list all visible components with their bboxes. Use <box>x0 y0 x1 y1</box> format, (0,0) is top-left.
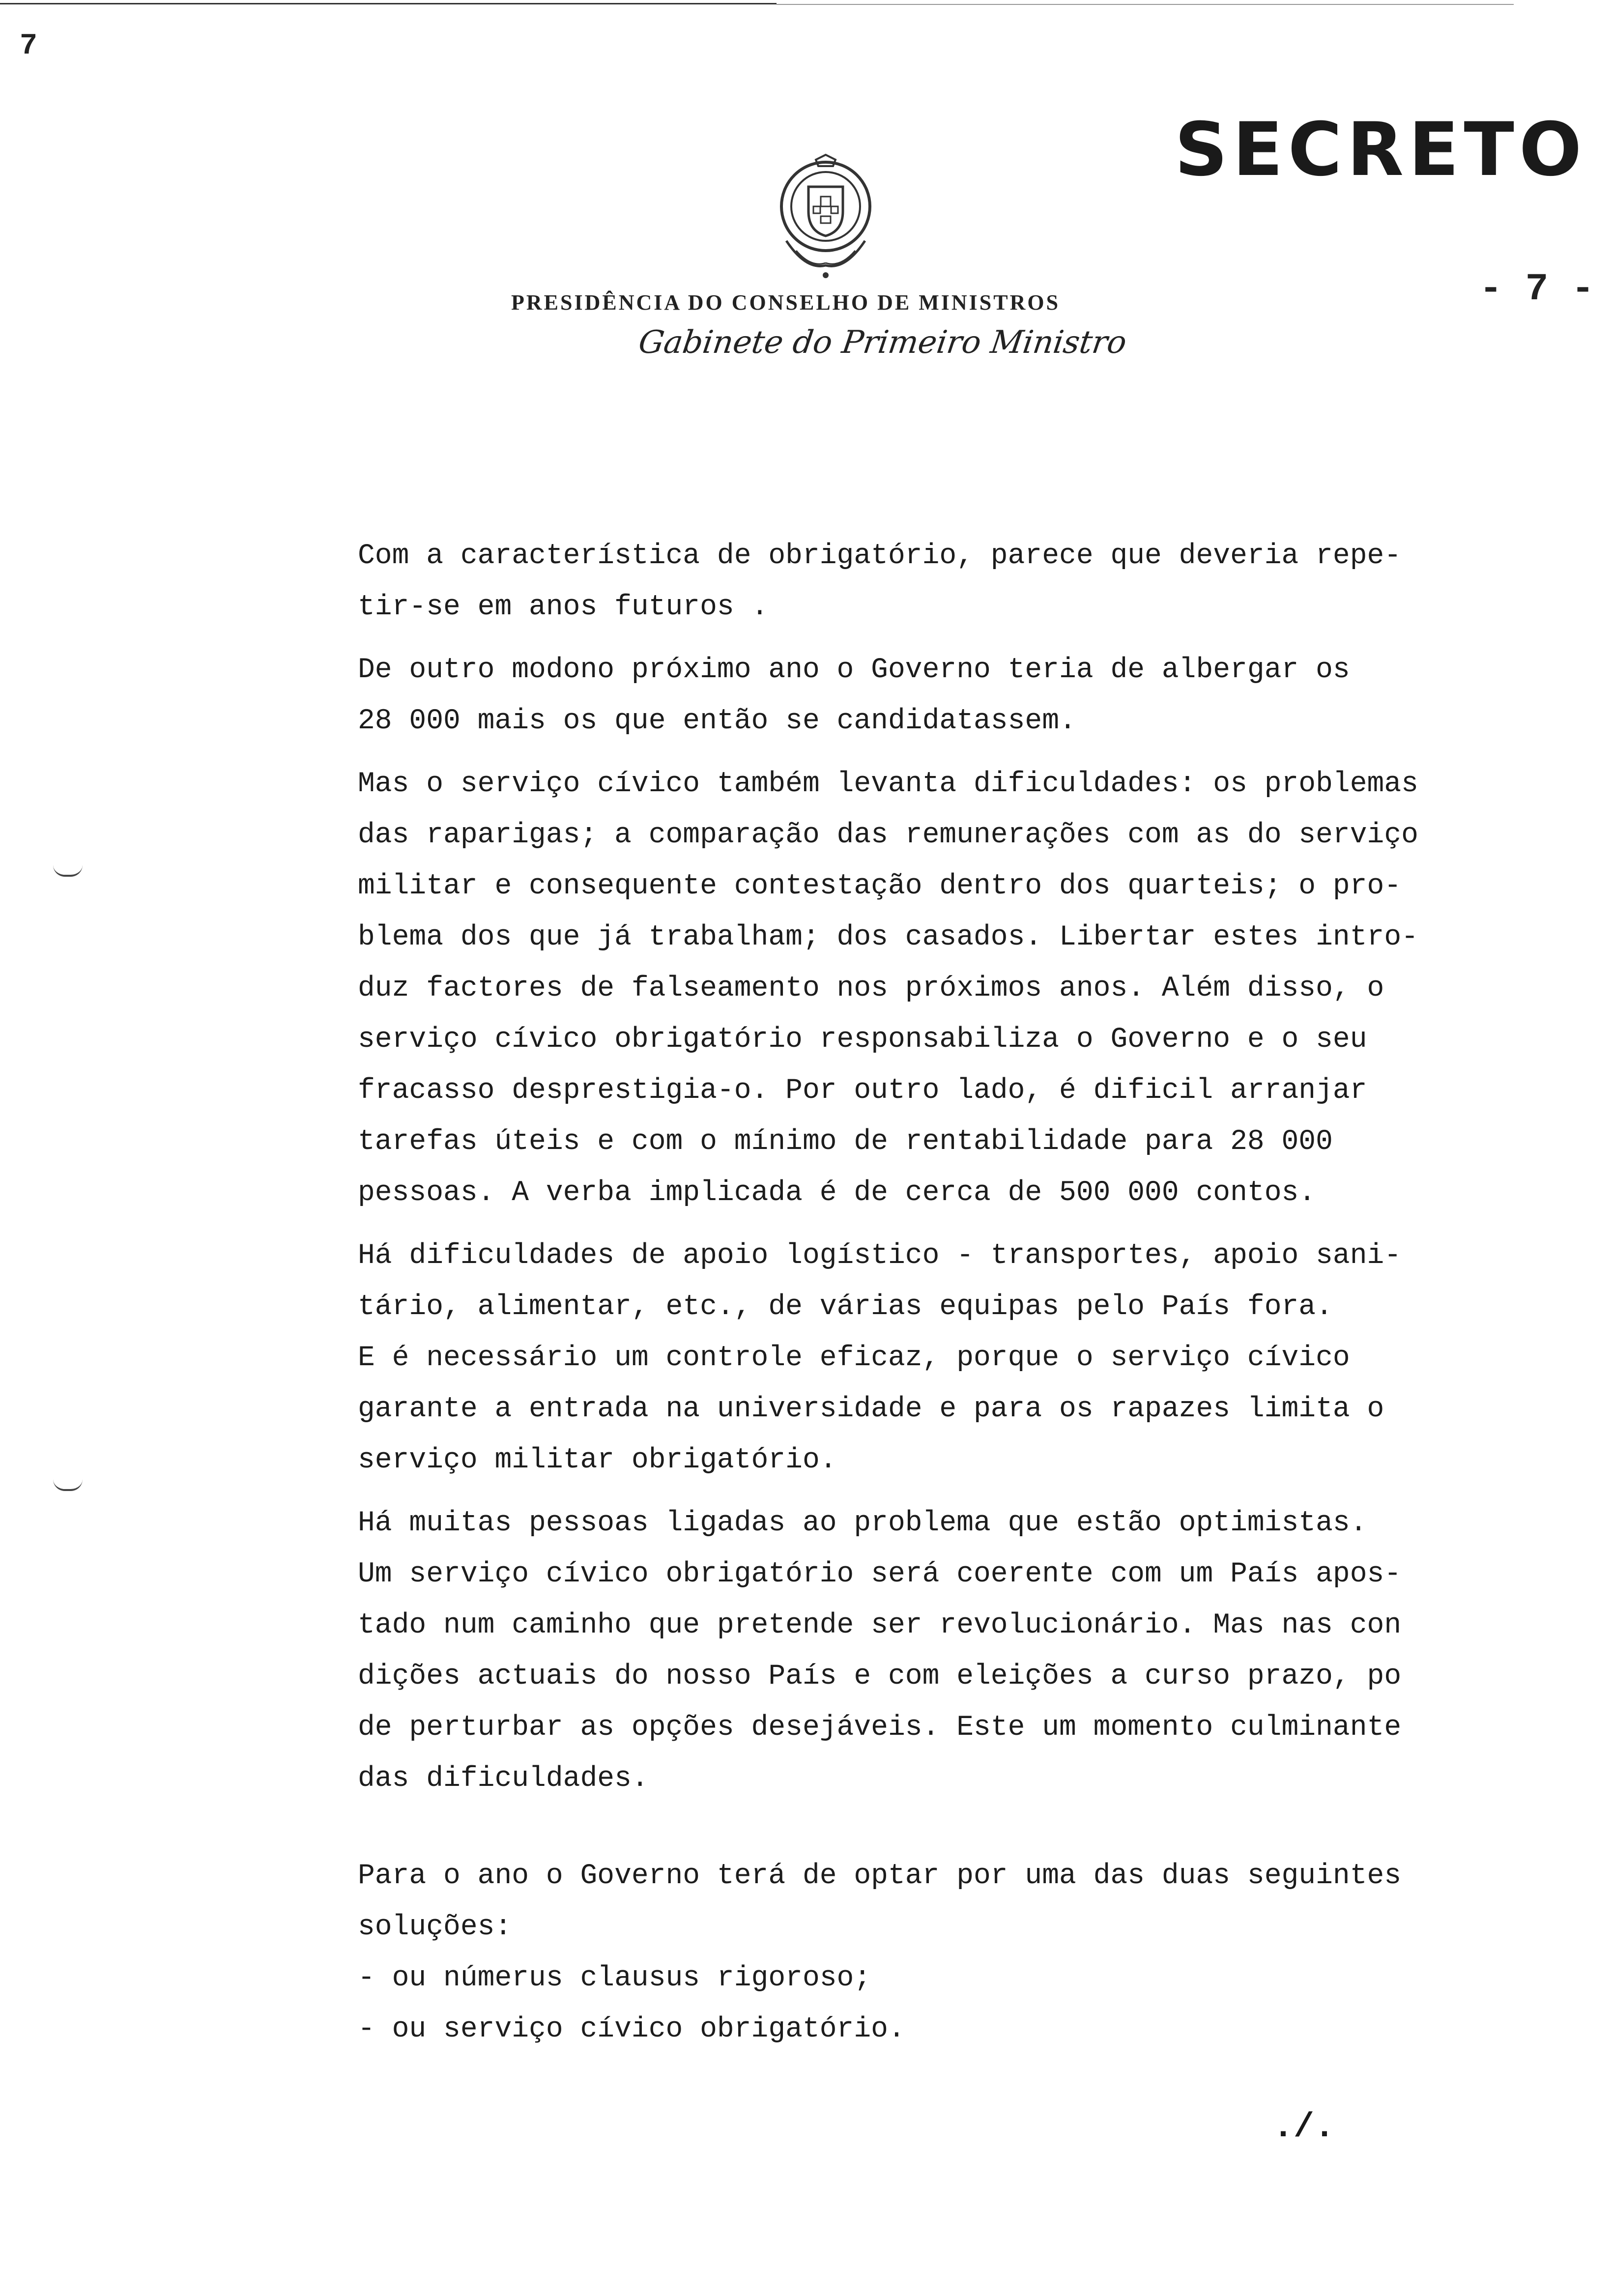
text-line: serviço militar obrigatório. <box>358 1444 837 1476</box>
margin-mark <box>53 865 83 877</box>
text-line: serviço cívico obrigatório responsabiliza o Governo e o seu <box>358 1024 1367 1056</box>
text-line: tário, alimentar, etc., de várias equipas pelo País fora. <box>358 1291 1333 1323</box>
text-line: Um serviço cívico obrigatório será coerente com um País apos- <box>358 1558 1402 1590</box>
page-number: - 7 - <box>1479 268 1595 311</box>
coat-of-arms-emblem <box>767 152 885 285</box>
text-line: de perturbar as opções desejáveis. Este um momento culminante <box>358 1712 1402 1744</box>
classification-stamp: SECRETO <box>1175 107 1587 193</box>
text-line: fracasso desprestigia-o. Por outro lado, é dificil arranjar <box>358 1075 1367 1107</box>
text-line: - ou serviço cívico obrigatório. <box>358 2013 905 2045</box>
text-line: 28 000 mais os que então se candidatassem. <box>358 705 1076 737</box>
text-line: pessoas. A verba implicada é de cerca de 500 000 contos. <box>358 1177 1316 1209</box>
continuation-mark: ./. <box>1273 2108 1335 2147</box>
paragraph-spacer <box>358 1816 1488 1851</box>
text-line: das dificuldades. <box>358 1763 649 1795</box>
text-line: Mas o serviço cívico também levanta dificuldades: os problemas <box>358 768 1418 800</box>
text-line: Há muitas pessoas ligadas ao problema que estão optimistas. <box>358 1507 1367 1539</box>
text-line: tir-se em anos futuros . <box>358 591 769 623</box>
page-corner-mark: 7 <box>20 29 38 63</box>
text-line: garante a entrada na universidade e para os rapazes limita o <box>358 1393 1384 1425</box>
paragraph <box>358 1498 1488 1805</box>
paragraph <box>358 645 1488 747</box>
text-line: Para o ano o Governo terá de optar por uma das duas seguintes <box>358 1860 1402 1892</box>
text-line: duz factores de falseamento nos próximos anos. Além disso, o <box>358 973 1384 1004</box>
text-line: blema dos que já trabalham; dos casados. Libertar estes intro- <box>358 921 1418 953</box>
institution-name: PRESIDÊNCIA DO CONSELHO DE MINISTROS <box>511 290 1061 315</box>
text-line: soluções: <box>358 1911 512 1943</box>
office-name: Gabinete do Primeiro Ministro <box>636 324 1129 361</box>
top-rule-faint <box>777 4 1514 5</box>
text-line: Com a característica de obrigatório, parece que deveria repe- <box>358 540 1402 572</box>
text-line: tado num caminho que pretende ser revolucionário. Mas nas con <box>358 1609 1402 1641</box>
text-line: Há dificuldades de apoio logístico - transportes, apoio sani- <box>358 1240 1402 1272</box>
text-line: das raparigas; a comparação das remunerações com as do serviço <box>358 819 1418 851</box>
document-body <box>358 531 1488 2067</box>
paragraph <box>358 759 1488 1219</box>
text-line: - ou númerus clausus rigoroso; <box>358 1962 871 1994</box>
text-line: De outro modono próximo ano o Governo teria de albergar os <box>358 654 1350 686</box>
paragraph <box>358 1851 1488 2055</box>
paragraph <box>358 531 1488 633</box>
margin-mark <box>53 1479 83 1491</box>
text-line: militar e consequente contestação dentro dos quarteis; o pro- <box>358 870 1402 902</box>
text-line: dições actuais do nosso País e com eleições a curso prazo, po <box>358 1661 1402 1693</box>
text-line: tarefas úteis e com o mínimo de rentabilidade para 28 000 <box>358 1126 1333 1158</box>
top-rule <box>0 3 777 4</box>
paragraph <box>358 1231 1488 1486</box>
text-line: E é necessário um controle eficaz, porque o serviço cívico <box>358 1342 1350 1374</box>
